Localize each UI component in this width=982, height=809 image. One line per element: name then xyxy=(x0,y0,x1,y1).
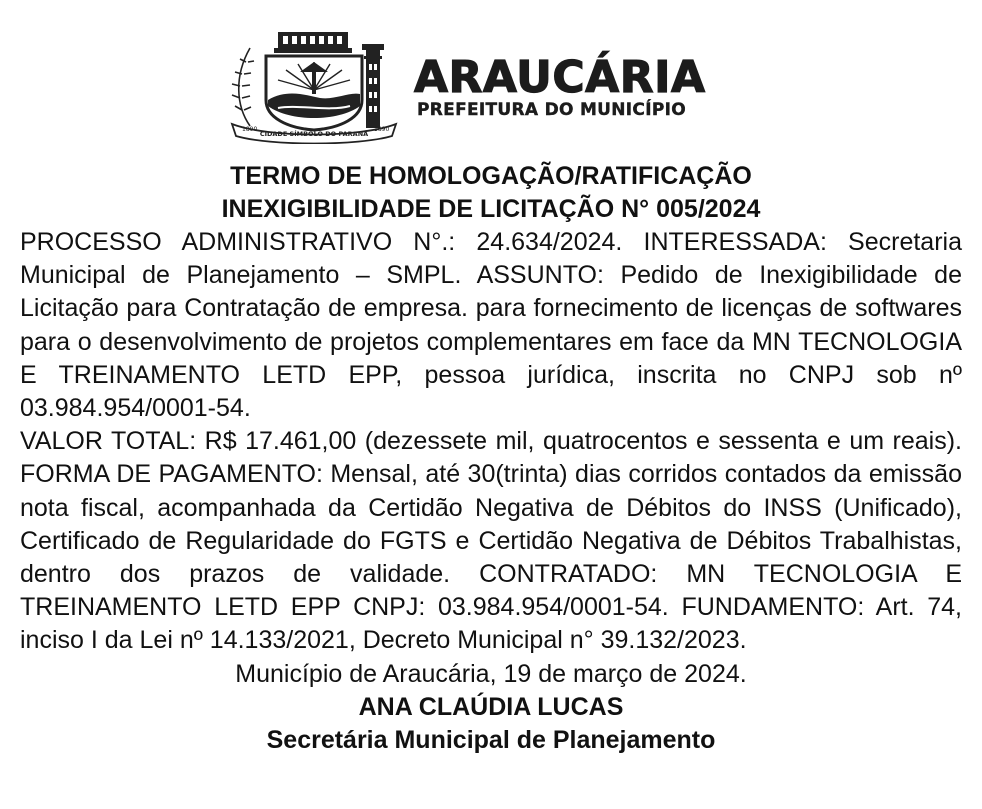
document-title-line-2: INEXIGIBILIDADE DE LICITAÇÃO N° 005/2024 xyxy=(221,195,761,223)
crest-year-right: 1890 xyxy=(374,126,390,133)
brand-block xyxy=(414,52,764,120)
municipal-coat-of-arms xyxy=(228,26,400,144)
brand-name: ARAUCÁRIA xyxy=(414,52,706,103)
page-header xyxy=(228,26,768,144)
brand-subtitle: PREFEITURA DO MUNICÍPIO xyxy=(417,100,686,120)
paragraph-payment: VALOR TOTAL: R$ 17.461,00 (dezessete mil, quatrocentos e sessenta e um reais). FORMA DE PAGAMENTO: Mensal, até 30(trinta) dias corridos contados da emissão nota fiscal, acompanhada da Certidão Negativa de Débitos do INSS (Unificado), Certificado de Regularidade do FGTS e Certidão Negativa de Débitos Trabalhistas, dentro dos prazos de validade. CONTRATADO: MN TECNOLOGIA E TREINAMENTO LETD EPP CNPJ: 03.984.954/0001-54. FUNDAMENTO: Art. 74, inciso I da Lei nº 14.133/2021, Decreto Municipal n° 39.132/2023. xyxy=(20,427,962,655)
crest-year-left: 1890 xyxy=(242,126,258,133)
place-date: Município de Araucária, 19 de março de 2024. xyxy=(235,659,747,688)
document-title-line-1: TERMO DE HOMOLOGAÇÃO/RATIFICAÇÃO xyxy=(230,162,752,190)
document-body xyxy=(20,160,962,757)
signer-name: ANA CLAÚDIA LUCAS xyxy=(358,692,624,721)
paragraph-process: PROCESSO ADMINISTRATIVO N°.: 24.634/2024. INTERESSADA: Secretaria Municipal de Planejamento – SMPL. ASSUNTO: Pedido de Inexigibilidade de Licitação para Contratação de empresa. para fornecimento de licenças de softwares para o desenvolvimento de projetos complementares em face da MN TECNOLOGIA E TREINAMENTO LETD EPP, pessoa jurídica, inscrita no CNPJ sob nº 03.984.954/0001-54. xyxy=(20,228,962,423)
crest-banner-text: CIDADE SÍMBOLO DO PARANÁ xyxy=(259,130,369,138)
signer-role: Secretária Municipal de Planejamento xyxy=(266,725,716,754)
